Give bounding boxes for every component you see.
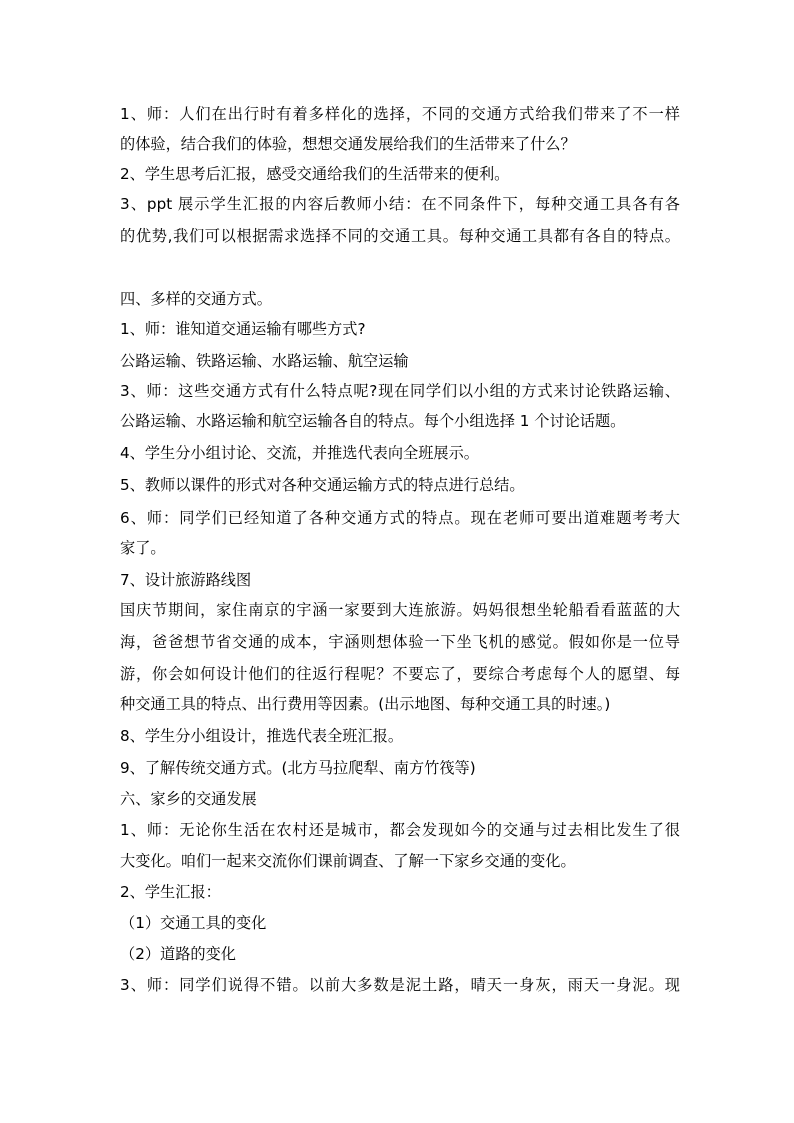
text-line: 家了。 [120, 539, 166, 557]
text-line: 3、师：同学们说得不错。以前大多数是泥土路，晴天一身灰，雨天一身泥。现 [120, 976, 680, 994]
text-line: 种交通工具的特点、出行费用等因素。(出示地图、每种交通工具的时速。) [120, 695, 611, 713]
section-heading: 六、家乡的交通发展 [120, 790, 257, 808]
list-item: （2）道路的变化 [120, 945, 236, 963]
text-line: 3、师：这些交通方式有什么特点呢?现在同学们以小组的方式来讨论铁路运输、 [120, 382, 680, 400]
text-line: 1、师：谁知道交通运输有哪些方式? [120, 320, 366, 338]
list-item: （1）交通工具的变化 [120, 914, 267, 932]
text-line: 大变化。咱们一起来交流你们课前调查、了解一下家乡交通的变化。 [120, 852, 576, 870]
text-line: 的体验，结合我们的体验，想想交通发展给我们的生活带来了什么？ [120, 135, 576, 153]
text-line: 1、师：无论你生活在农村还是城市，都会发现如今的交通与过去相比发生了很 [120, 821, 680, 839]
text-line: 3、ppt 展示学生汇报的内容后教师小结：在不同条件下，每种交通工具各有各 [120, 195, 680, 213]
text-line: 6、师：同学们已经知道了各种交通方式的特点。现在老师可要出道难题考考大 [120, 509, 680, 527]
text-line: 9、了解传统交通方式。(北方马拉爬犁、南方竹筏等) [120, 759, 476, 777]
text-line: 游，你会如何设计他们的往返行程呢？不要忘了，要综合考虑每个人的愿望、每 [120, 665, 680, 683]
text-line: 的优势,我们可以根据需求选择不同的交通工具。每种交通工具都有各自的特点。 [120, 227, 680, 245]
text-line: 7、设计旅游路线图 [120, 571, 252, 589]
text-line: 国庆节期间，家住南京的宇涵一家要到大连旅游。妈妈很想坐轮船看看蓝蓝的大 [120, 601, 680, 619]
section-heading: 四、多样的交通方式。 [120, 290, 272, 308]
text-line: 海，爸爸想节省交通的成本，宇涵则想体验一下坐飞机的感觉。假如你是一位导 [120, 633, 680, 651]
text-line: 1、师：人们在出行时有着多样化的选择，不同的交通方式给我们带来了不一样 [120, 105, 680, 123]
text-line: 5、教师以课件的形式对各种交通运输方式的特点进行总结。 [120, 476, 525, 494]
text-line: 2、学生汇报： [120, 883, 221, 901]
text-line: 公路运输、水路运输和航空运输各自的特点。每个小组选择 1 个讨论话题。 [120, 412, 626, 430]
text-line: 公路运输、铁路运输、水路运输、航空运输 [120, 352, 409, 370]
text-line: 4、学生分小组讨论、交流，并推选代表向全班展示。 [120, 444, 479, 462]
text-line: 2、学生思考后汇报，感受交通给我们的生活带来的便利。 [120, 165, 510, 183]
text-line: 8、学生分小组设计，推选代表全班汇报。 [120, 727, 404, 745]
